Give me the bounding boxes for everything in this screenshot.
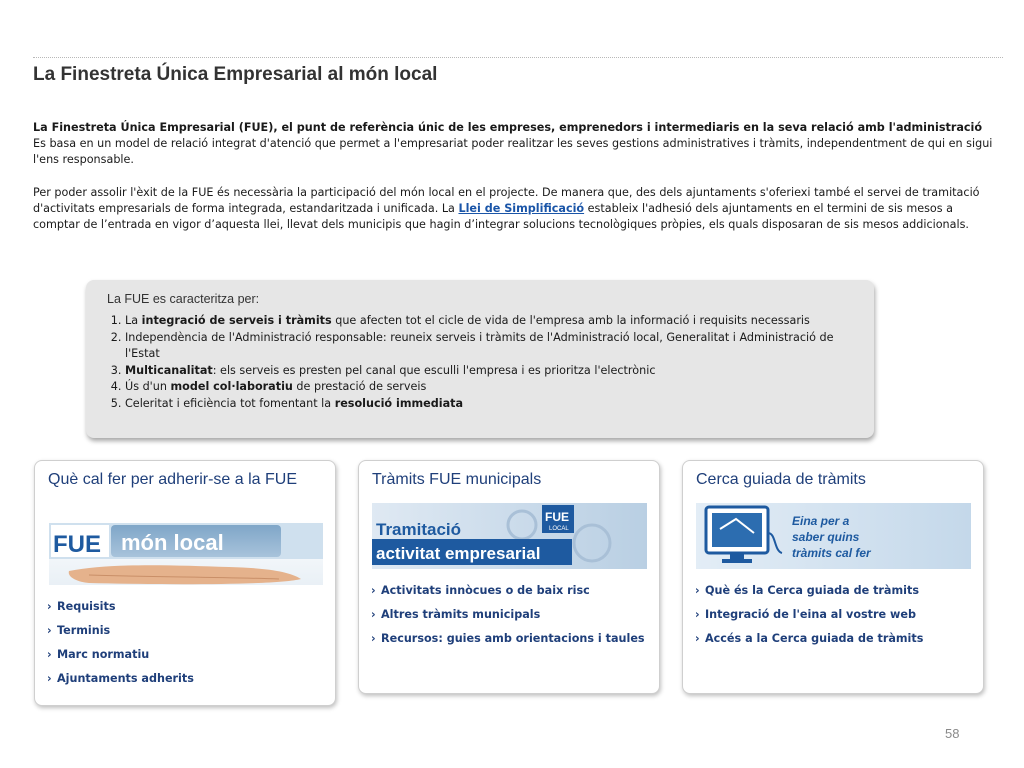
- feature-item: 4. Ús d'un model col·laboratiu de prestació de serveis: [125, 379, 845, 396]
- top-divider: [33, 57, 1003, 58]
- chevron-right-icon: ›: [695, 584, 700, 597]
- banner-badge-local: LOCAL: [549, 526, 569, 532]
- features-list: [107, 313, 845, 412]
- page-number: 58: [945, 726, 960, 741]
- chevron-right-icon: ›: [371, 584, 376, 597]
- card-cerca-guiada: [682, 460, 984, 694]
- feature-item: 2. Independència de l'Administració responsable: reuneix serveis i tràmits de l'Administració local, Generalitat i Administració de l'Estat: [125, 330, 845, 363]
- intro-paragraph-1: [33, 120, 1003, 169]
- card-links: [47, 597, 325, 693]
- link-acces-cerca[interactable]: › Accés a la Cerca guiada de tràmits: [695, 629, 973, 648]
- card-tramits-municipals: [358, 460, 660, 694]
- banner-tramitacio-line1: Tramitació: [376, 520, 462, 539]
- link-integracio-eina[interactable]: › Integració de l'eina al vostre web: [695, 605, 973, 624]
- banner-eina-line3: tràmits cal fer: [792, 546, 871, 560]
- card-links: [695, 581, 973, 653]
- intro-paragraph-2: Per poder assolir l'èxit de la FUE és necessària la participació del món local en el projecte. De manera que, des dels ajuntaments s'oferiexi també el servei de tramitació d'activitats empresarials de forma integrada, estandaritzada i unificada. La Llei de Simplificació estableix l'adhesió dels ajuntaments en el termini de sis mesos a comptar de l’entrada en vigor d’aquesta llei, llevat dels municipis que hagin d’integrar solucions tecnològiques pròpies, els quals disposaran de sis mesos addicionals.: [33, 185, 980, 232]
- banner-mon-local: món local: [121, 530, 224, 555]
- feature-item: 3. Multicanalitat: els serveis es presten pel canal que esculli l'empresa i es prioritza l'electrònic: [125, 363, 845, 380]
- link-requisits[interactable]: › Requisits: [47, 597, 325, 616]
- features-box: [86, 280, 874, 438]
- intro-lead: La Finestreta Única Empresarial (FUE), el punt de referència únic de les empreses, emprenedors i intermediaris en la seva relació amb l'administració: [33, 121, 983, 134]
- card-title: Tràmits FUE municipals: [372, 471, 542, 488]
- chevron-right-icon: ›: [47, 600, 52, 613]
- banner-fue-mon-local[interactable]: [49, 519, 323, 585]
- chevron-right-icon: ›: [695, 632, 700, 645]
- chevron-right-icon: ›: [47, 624, 52, 637]
- card-title: Què cal fer per adherir-se a la FUE: [48, 471, 297, 488]
- feature-item: 1. La integració de serveis i tràmits que afecten tot el cicle de vida de l'empresa amb la informació i requisits necessaris: [125, 313, 845, 330]
- card-links: [371, 581, 649, 653]
- link-terminis[interactable]: › Terminis: [47, 621, 325, 640]
- banner-badge-fue: FUE: [545, 510, 569, 524]
- chevron-right-icon: ›: [47, 672, 52, 685]
- banner-eina-line1: Eina per a: [792, 514, 850, 528]
- banner-tramitacio[interactable]: [372, 503, 647, 569]
- banner-eina-line2: saber quins: [792, 530, 860, 544]
- page-title: La Finestreta Única Empresarial al món local: [33, 64, 438, 85]
- intro-description: Es basa en un model de relació integrat d'atenció que permet a l'empresariat poder realitzar les seves gestions administratives i tràmits, independentment de qui en sigui l'ens responsable.: [33, 137, 993, 167]
- chevron-right-icon: ›: [695, 608, 700, 621]
- chevron-right-icon: ›: [47, 648, 52, 661]
- link-ajuntaments-adherits[interactable]: › Ajuntaments adherits: [47, 669, 325, 688]
- llei-simplificacio-link[interactable]: Llei de Simplificació: [458, 201, 585, 215]
- feature-item: 5. Celeritat i eficiència tot fomentant la resolució immediata: [125, 396, 845, 413]
- link-altres-tramits[interactable]: › Altres tràmits municipals: [371, 605, 649, 624]
- link-marc-normatiu[interactable]: › Marc normatiu: [47, 645, 325, 664]
- intro-text: [33, 120, 1003, 233]
- card-adherir: [34, 460, 336, 706]
- chevron-right-icon: ›: [371, 608, 376, 621]
- banner-eina[interactable]: [696, 503, 971, 569]
- link-recursos-guies[interactable]: › Recursos: guies amb orientacions i taules: [371, 629, 649, 648]
- chevron-right-icon: ›: [371, 632, 376, 645]
- banner-tramitacio-line2: activitat empresarial: [376, 544, 541, 563]
- banner-fue: FUE: [53, 531, 101, 558]
- features-title: La FUE es caracteritza per:: [107, 292, 260, 306]
- link-que-es-cerca[interactable]: › Què és la Cerca guiada de tràmits: [695, 581, 973, 600]
- link-activitats-innocues[interactable]: › Activitats innòcues o de baix risc: [371, 581, 649, 600]
- card-title: Cerca guiada de tràmits: [696, 471, 866, 488]
